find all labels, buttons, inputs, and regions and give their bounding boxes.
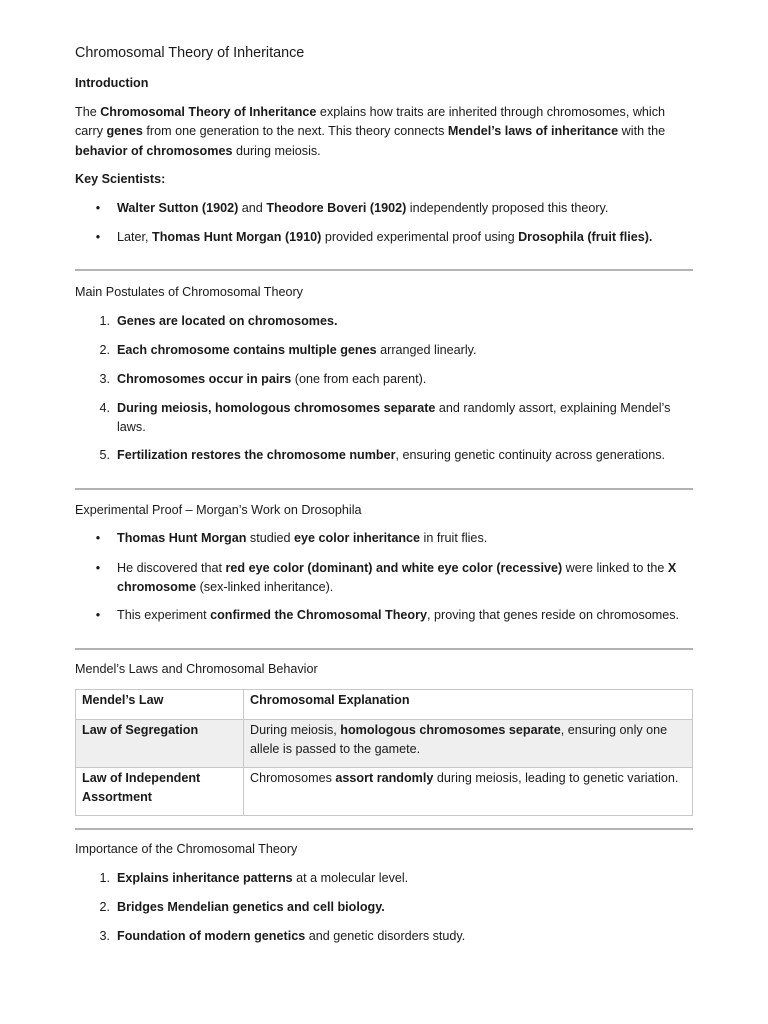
number-marker: 2. [99,343,110,357]
scientists-heading: Key Scientists: [75,172,166,186]
column-header: Mendel’s Law [76,690,244,720]
mendel-table [75,689,693,816]
list-item: Fertilization restores the chromosome number, ensuring genetic continuity across generations. [117,448,666,462]
divider [75,488,693,490]
table-cell: Law of Segregation [76,720,244,768]
list-item: This experiment confirmed the Chromosomal Theory, proving that genes reside on chromosomes. [117,608,680,622]
column-header: Chromosomal Explanation [244,690,693,720]
number-marker: 2. [99,900,110,914]
number-marker: 1. [99,871,110,885]
table-header-row [76,690,693,720]
list-item: Later, Thomas Hunt Morgan (1910) provided experimental proof using Drosophila (fruit flies). [117,230,653,244]
list-item: Explains inheritance patterns at a molecular level. [117,871,409,885]
list-item: Bridges Mendelian genetics and cell biology. [117,900,385,914]
morgan-heading: Experimental Proof – Morgan’s Work on Drosophila [75,503,362,517]
mendel-heading: Mendel’s Laws and Chromosomal Behavior [75,662,318,676]
list-item: Chromosomes occur in pairs (one from each parent). [117,372,427,386]
importance-heading: Importance of the Chromosomal Theory [75,842,298,856]
divider [75,648,693,650]
list-item: Thomas Hunt Morgan studied eye color inheritance in fruit flies. [117,531,488,545]
page-title: Chromosomal Theory of Inheritance [75,45,305,61]
table-row [76,720,693,768]
bullet-marker: • [95,608,101,622]
postulates-heading: Main Postulates of Chromosomal Theory [75,285,303,299]
number-marker: 5. [99,448,110,462]
divider [75,828,693,830]
list-item: Foundation of modern genetics and genetic disorders study. [117,929,466,943]
list-item: Each chromosome contains multiple genes arranged linearly. [117,343,477,357]
bullet-marker: • [95,561,101,575]
table-cell: Chromosomes assort randomly during meiosis, leading to genetic variation. [244,768,693,816]
list-item: During meiosis, homologous chromosomes separate and randomly assort, explaining Mendel’s laws. [117,401,671,435]
intro-heading: Introduction [75,76,149,90]
list-item: He discovered that red eye color (dominant) and white eye color (recessive) were linked to the X chromosome (sex-linked inheritance). [117,561,677,595]
bullet-marker: • [95,201,101,215]
number-marker: 3. [99,929,110,943]
intro-paragraph: The Chromosomal Theory of Inheritance explains how traits are inherited through chromosomes, which carry genes from one generation to the next. This theory connects Mendel’s laws of inheritance with the behavior of chromosomes during meiosis. [75,105,666,158]
number-marker: 3. [99,372,110,386]
divider [75,269,693,271]
table-row [76,768,693,816]
list-item: Walter Sutton (1902) and Theodore Boveri (1902) independently proposed this theory. [117,201,609,215]
number-marker: 4. [99,401,110,415]
table-cell: During meiosis, homologous chromosomes separate, ensuring only one allele is passed to the gamete. [244,720,693,768]
number-marker: 1. [99,314,110,328]
list-item: Genes are located on chromosomes. [117,314,338,328]
bullet-marker: • [95,531,101,545]
bullet-marker: • [95,230,101,244]
table-cell: Law of Independent Assortment [76,768,244,816]
